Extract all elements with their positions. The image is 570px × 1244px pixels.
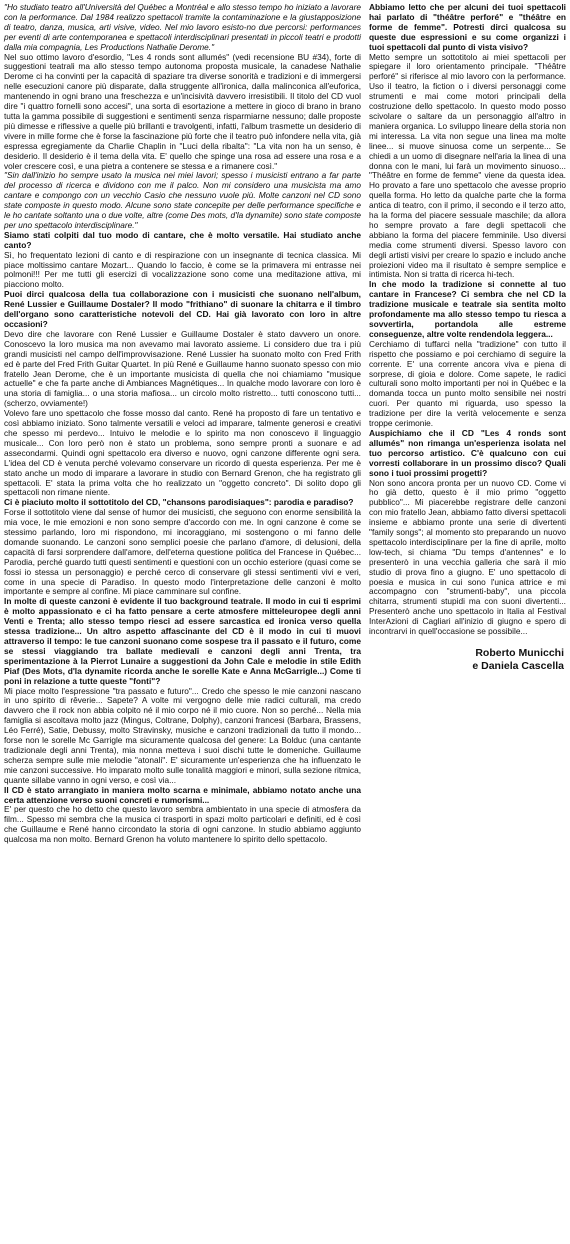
interview-question: Il CD è stato arrangiato in maniera molto scarna e minimale, abbiamo notato anche una certa attenzione verso suoni concreti e rumorismi...: [4, 784, 361, 805]
body-paragraph: Cerchiamo di tuffarci nella "tradizione" con tutto il rispetto che possiamo e poi cerchiamo di seguire la corrente. E' una corrente ancora viva e piena di sorprese, di gioia e dolore. Come sapete, le radici culturali sono molto importanti per noi in Québec e la domanda tocca un punto molto sensibile nei nostri cuori. Per quanto mi riguarda, uso spesso la tradizione per dire la verità velocemente e senza troppe cerimonie.: [369, 338, 566, 429]
body-paragraph: Non sono ancora pronta per un nuovo CD. Come vi ho già detto, questo è il mio primo "oggetto pubblico"... Mi piacerebbe registrare delle canzoni con mio fratello Jean, abbiamo fatto diversi spettacoli insieme e abbiamo pronte una serie di divertenti "family songs"; al momento sto preparando un nuovo spettacolo interdisciplinare per la fine di aprile, molto low-tech, si chiama "Du temps d'antennes" e lo presenterò in una vecchia galleria che sarà il mio studio di prova fino a giugno. E' uno spettacolo di poesia e musica in cui sono l'unica attrice e mi accompagno con "strumenti-baby", una piccola chitarra, strumenti stupidi ma con suoni divertenti... Presenterò anche uno spettacolo in Italia al Festival InterAzioni di Cagliari all'inizio di giugno e spero di incontrarvi in quell'occasione se possibile...: [369, 477, 566, 637]
body-paragraph: Devo dire che lavorare con René Lussier e Guillaume Dostaler è stato davvero un onore. Conoscevo la loro musica ma non avevamo mai lavorato assieme. Li considero due tra i più grandi musicisti nel campo dell'improvvisazione. René Lussier ha suonato molto con Fred Frith ed è parte del Fred Frith Guitar Quartet. In più René e Guillaume hanno suonato spesso con mio fratello Jean Derome, che è un importante musicista di quella che noi chiamiamo "musique actuelle" e che fa parte anche di Ambiances Magnétiques... In qualche modo lavorare con loro è una storia di famiglia... o una storia mafiosa... un circolo molto ristretto... tutti conoscono tutti... (scherzo, ovviamente!): [4, 328, 361, 409]
body-paragraph: Forse il sottotitolo viene dal sense of humor dei musicisti, che seguono con enorme sensibilità la mia voce, le mie emozioni e non sono sempre d'accordo con me. In ogni canzone è come se stessimo parlando, loro mi rispondono, mi incoraggiano, mi sostengono o mi fanno delle domande suonando. Le canzoni sono semplici poesie che parlano d'amore, di delusioni, della capacità di farsi sorprendere dall'amore, dell'eterna questione politica del Francese in Québec... Parodia, perché guardo tutti questi sentimenti e questioni con un occhio esteriore (quasi come se fossi io stessa un personaggio) e perché cerco di conservare gli stessi sentimenti vivi e veri, come in una specie di Paradiso. In questo modo l'interpretazione delle canzoni è molto importante e sempre al confine. Mi piace camminare sul confine.: [4, 507, 361, 597]
body-paragraph: Metto sempre un sottotitolo ai miei spettacoli per spiegare il loro orientamento principale. "Théâtre perforé" si riferisce al mio lavoro con la performance. Uso il teatro, la fiction o i diversi personaggi come strumenti e mai come motori principali della costruzione dello spettacolo. In questo modo posso scivolare o saltare da un personaggio all'altro in maniera organica. Lo sviluppo lineare della storia non mi interessa. La vita non segue una linea ma molte linee... si muove sinuosa come un serpente... Se chiedi a un uomo di disegnare nell'aria la linea di una donna con le mani, lui farà un movimento sinuoso... "Théâtre en forme de femme" viene da questa idea. Ho provato a fare uno spettacolo che avesse proprio quella forma. Ho letto da qualche parte che la forma antica di teatro, con il primo, il secondo e il terzo atto, ha la forma del piacere sessuale maschile; da allora ho sempre provato a fare degli spettacoli che abbiano la forma del piacere femminile. Uso diversi media come strumenti diversi. Spesso lavoro con degli artisti visivi per creare lo spazio e includo anche proiezioni video ma il risultato è sempre semplice e intimista. Non si tratta di ricerca hi-tech.: [369, 51, 566, 280]
left-column: [4, 3, 361, 845]
right-column: [369, 3, 566, 673]
body-paragraph: Sì, ho frequentato lezioni di canto e di respirazione con un insegnante di tecnica classica. Mi piace moltissimo cantare Mozart... Quando lo faccio, è come se la primavera mi entrasse nei polmoni!!! Per me tutti gli esercizi di vocalizzazione sono come una meditazione attiva, mi piacciono molto.: [4, 249, 361, 290]
artist-quote: "Ho studiato teatro all'Università del Québec a Montréal e allo stesso tempo ho iniziato a lavorare con la performance. Dal 1984 realizzo spettacoli tramite la contaminazione e la giustapposizione di teatro, danza, musica, arti visive, video. Nel mio lavoro esisto-no due percorsi: performances per eventi di arte contemporanea e spettacoli interdisciplinari presentati in piccoli teatri e prodotti dalla mia compagnia, Les Productions Nathalie Derome.": [4, 2, 361, 52]
interview-question: Ci è piaciuto molto il sottotitolo del CD, "chansons parodisiaques": parodia e paradiso?: [4, 497, 354, 508]
artist-quote: "Sin dall'inizio ho sempre usato la musica nei miei lavori; spesso i musicisti entrano a far parte del processo di ricerca e dividono con me il palco. Non mi considero una musicista ma amo cantare e compongo con un vecchio Casio che nessuno vuole più. Molte canzoni nel CD sono state composte in questo modo. Alcune sono state concepite per delle performance specifiche e le ho cantate soltanto una o due volte, altre (come Des mots, d'la dynamite) sono state composte per uno spettacolo interdisciplinare.": [4, 170, 361, 230]
body-paragraph: E' per questo che ho detto che questo lavoro sembra ambientato in una specie di atmosfera da film... Spesso mi sembra che la musica ci trasporti in spazi molto particolari e definiti, ed è così che Guillaume e René hanno circondato la storia di ogni canzone. In studio abbiamo aggiunto qualcosa ma non molto. Bernard Grenon ha voluto mantenere lo spirito dello spettacolo.: [4, 804, 361, 845]
interview-question: Abbiamo letto che per alcuni dei tuoi spettacoli hai parlato di "théâtre perforé" e "théâtre en forme de femme". Potresti dirci qualcosa su queste due espressioni e su come organizzi i tuoi spettacoli dal punto di vista visivo?: [369, 2, 566, 52]
interview-question: In molte di queste canzoni è evidente il tuo background teatrale. Il modo in cui ti esprimi è molto appassionato e ci ha fatto pensare a certe atmosfere mitteleuropee degli anni Venti e Trenta; allo stesso tempo riesci ad essere sarcastica ed ironica verso quella stessa tradizione... Un altro aspetto affascinante del CD è il modo in cui ti muovi attraverso il tempo: le tue canzoni suonano come sospese tra il passato e il futuro, come se stessi viaggiando tra ballate medievali e canzoni degli anni Trenta, tra sperimentazione à la Pierrot Lunaire a suggestioni da John Cale e melodie in stile Edith Piaf (Des Mots, d'la dynamite ricorda anche le sorelle Kate e Anna McGarrigle...) Come ti poni in relazione a tutte queste "fonti"?: [4, 596, 361, 686]
interview-question: Siamo stati colpiti dal tuo modo di cantare, che è molto versatile. Hai studiato anche canto?: [4, 229, 361, 250]
body-paragraph: Nel suo ottimo lavoro d'esordio, "Les 4 ronds sont allumés" (vedi recensione BU #34), forte di suggestioni teatrali ma allo stesso tempo autonoma proposta musicale, la canadese Nathalie Derome ci ha convinti per la capacità di spaziare tra diverse sonorità e tradizioni e di immergersi nelle esecuzioni canore più disparate, dalla struggente all'ironica, dalla malinconica all'euforica, mantenendo in ogni brano una freschezza e un'incisività davvero irresistibili. Il titolo del CD vuol dire "i quattro fornelli sono accesi", una sorta di esortazione a mettere in gioco di brano in brano tutta la gamma possibile di suggestioni e sentimenti senza risparmiarne nessuno; dalle proposte più dimesse e riflessive a quelle più brillanti e travolgenti, infatti, l'album trasmette un desiderio di vivere in mille forme che è forse la fascinazione più forte che il teatro può infondere nella vita, già espressa egregiamente da Charlie Chaplin in "Luci della ribalta": "La vita non ha un senso, è desiderio. Il desiderio è il tema della vita. E' quello che spinge una rosa ad essere una rosa e a voler crescere così, e una pietra a contenere se stessa e a rimanere così.": [4, 51, 361, 171]
interview-question: Auspichiamo che il CD "Les 4 ronds sont allumés" non rimanga un'esperienza isolata nel tuo percorso artistico. C'è qualcuno con cui vorresti collaborare in un prossimo disco? Quali sono i tuoi prossimi progetti?: [369, 427, 566, 478]
author-line-1: Roberto Municchi: [475, 647, 564, 659]
body-paragraph: Mi piace molto l'espressione "tra passato e futuro"... Credo che spesso le mie canzoni nascano in uno spirito di rêverie... Sapete? A volte mi vergogno delle mie radici culturali, ma credo davvero che il rock non abbia colpito né il mio corpo né il mio cuore. Non so perché... Nella mia famiglia si ascoltava molto jazz (Mingus, Coltrane, Dolphy), canzoni francesi (Barbara, Brassens, Léo Ferré), Satie, Debussy, molto Stravinsky, musiche e canzoni tradizionali da tutto il mondo... forse non le sorelle Mc Garrigle ma sicuramente qualcosa del genere: La Bolduc (una cantante tradizionale degli anni Trenta), mia nonna metteva i suoi dischi tutte le domeniche. Guillaume scherza sempre sulle mie melodie "atonali". E' sicuramente un'esperienza che ha influenzato le mie canzoni successive. Ho imparato molto sulle tonalità maggiori e minori, sulla sezione ritmica, quante sillabe vanno in ogni verso, e così via...: [4, 685, 361, 785]
body-paragraph: Volevo fare uno spettacolo che fosse mosso dal canto. René ha proposto di fare un tentativo e così abbiamo iniziato. Sono talmente versatili e veloci ad imparare, talmente generosi e creativi che spesso mi perdevo... Intuivo le melodie e lo spirito ma non conoscevo il linguaggio musicale... Con loro però non è stato un problema, sono sempre pronti a suonare e ad assecondarmi. Quindi ogni spettacolo era diverso e nuovo, ogni canzone differente ogni sera. L'idea del CD è venuta perché volevamo conservare un ricordo di questa esperienza. Per me è stato anche un modo di imparare a lavorare in studio con Bernard Grenon, che ha registrato gli spettacoli. E' stata la prima volta che ho realizzato un "oggetto concreto". Di solito dopo gli spettacoli non rimane niente.: [4, 408, 361, 498]
right-column-text: [369, 3, 566, 637]
interview-question: In che modo la tradizione si connette al tuo cantare in Francese? Ci sembra che nel CD la tradizione musicale e teatrale sia sentita molto profondamente ma allo stesso tempo tu riesca a sovvertirla, portandola alle estreme conseguenze, altre volte rendendola leggera...: [369, 279, 566, 339]
author-line-2: e Daniela Cascella: [472, 660, 564, 672]
interview-question: Puoi dirci qualcosa della tua collaborazione con i musicisti che suonano nell'album, René Lussier e Guillaume Dostaler? Il modo "frithiano" di suonare la chitarra e il timbro dell'organo sono caratteristiche notevoli del CD. Hai già lavorato con loro in altre occasioni?: [4, 289, 361, 329]
author-signature: [369, 647, 566, 673]
